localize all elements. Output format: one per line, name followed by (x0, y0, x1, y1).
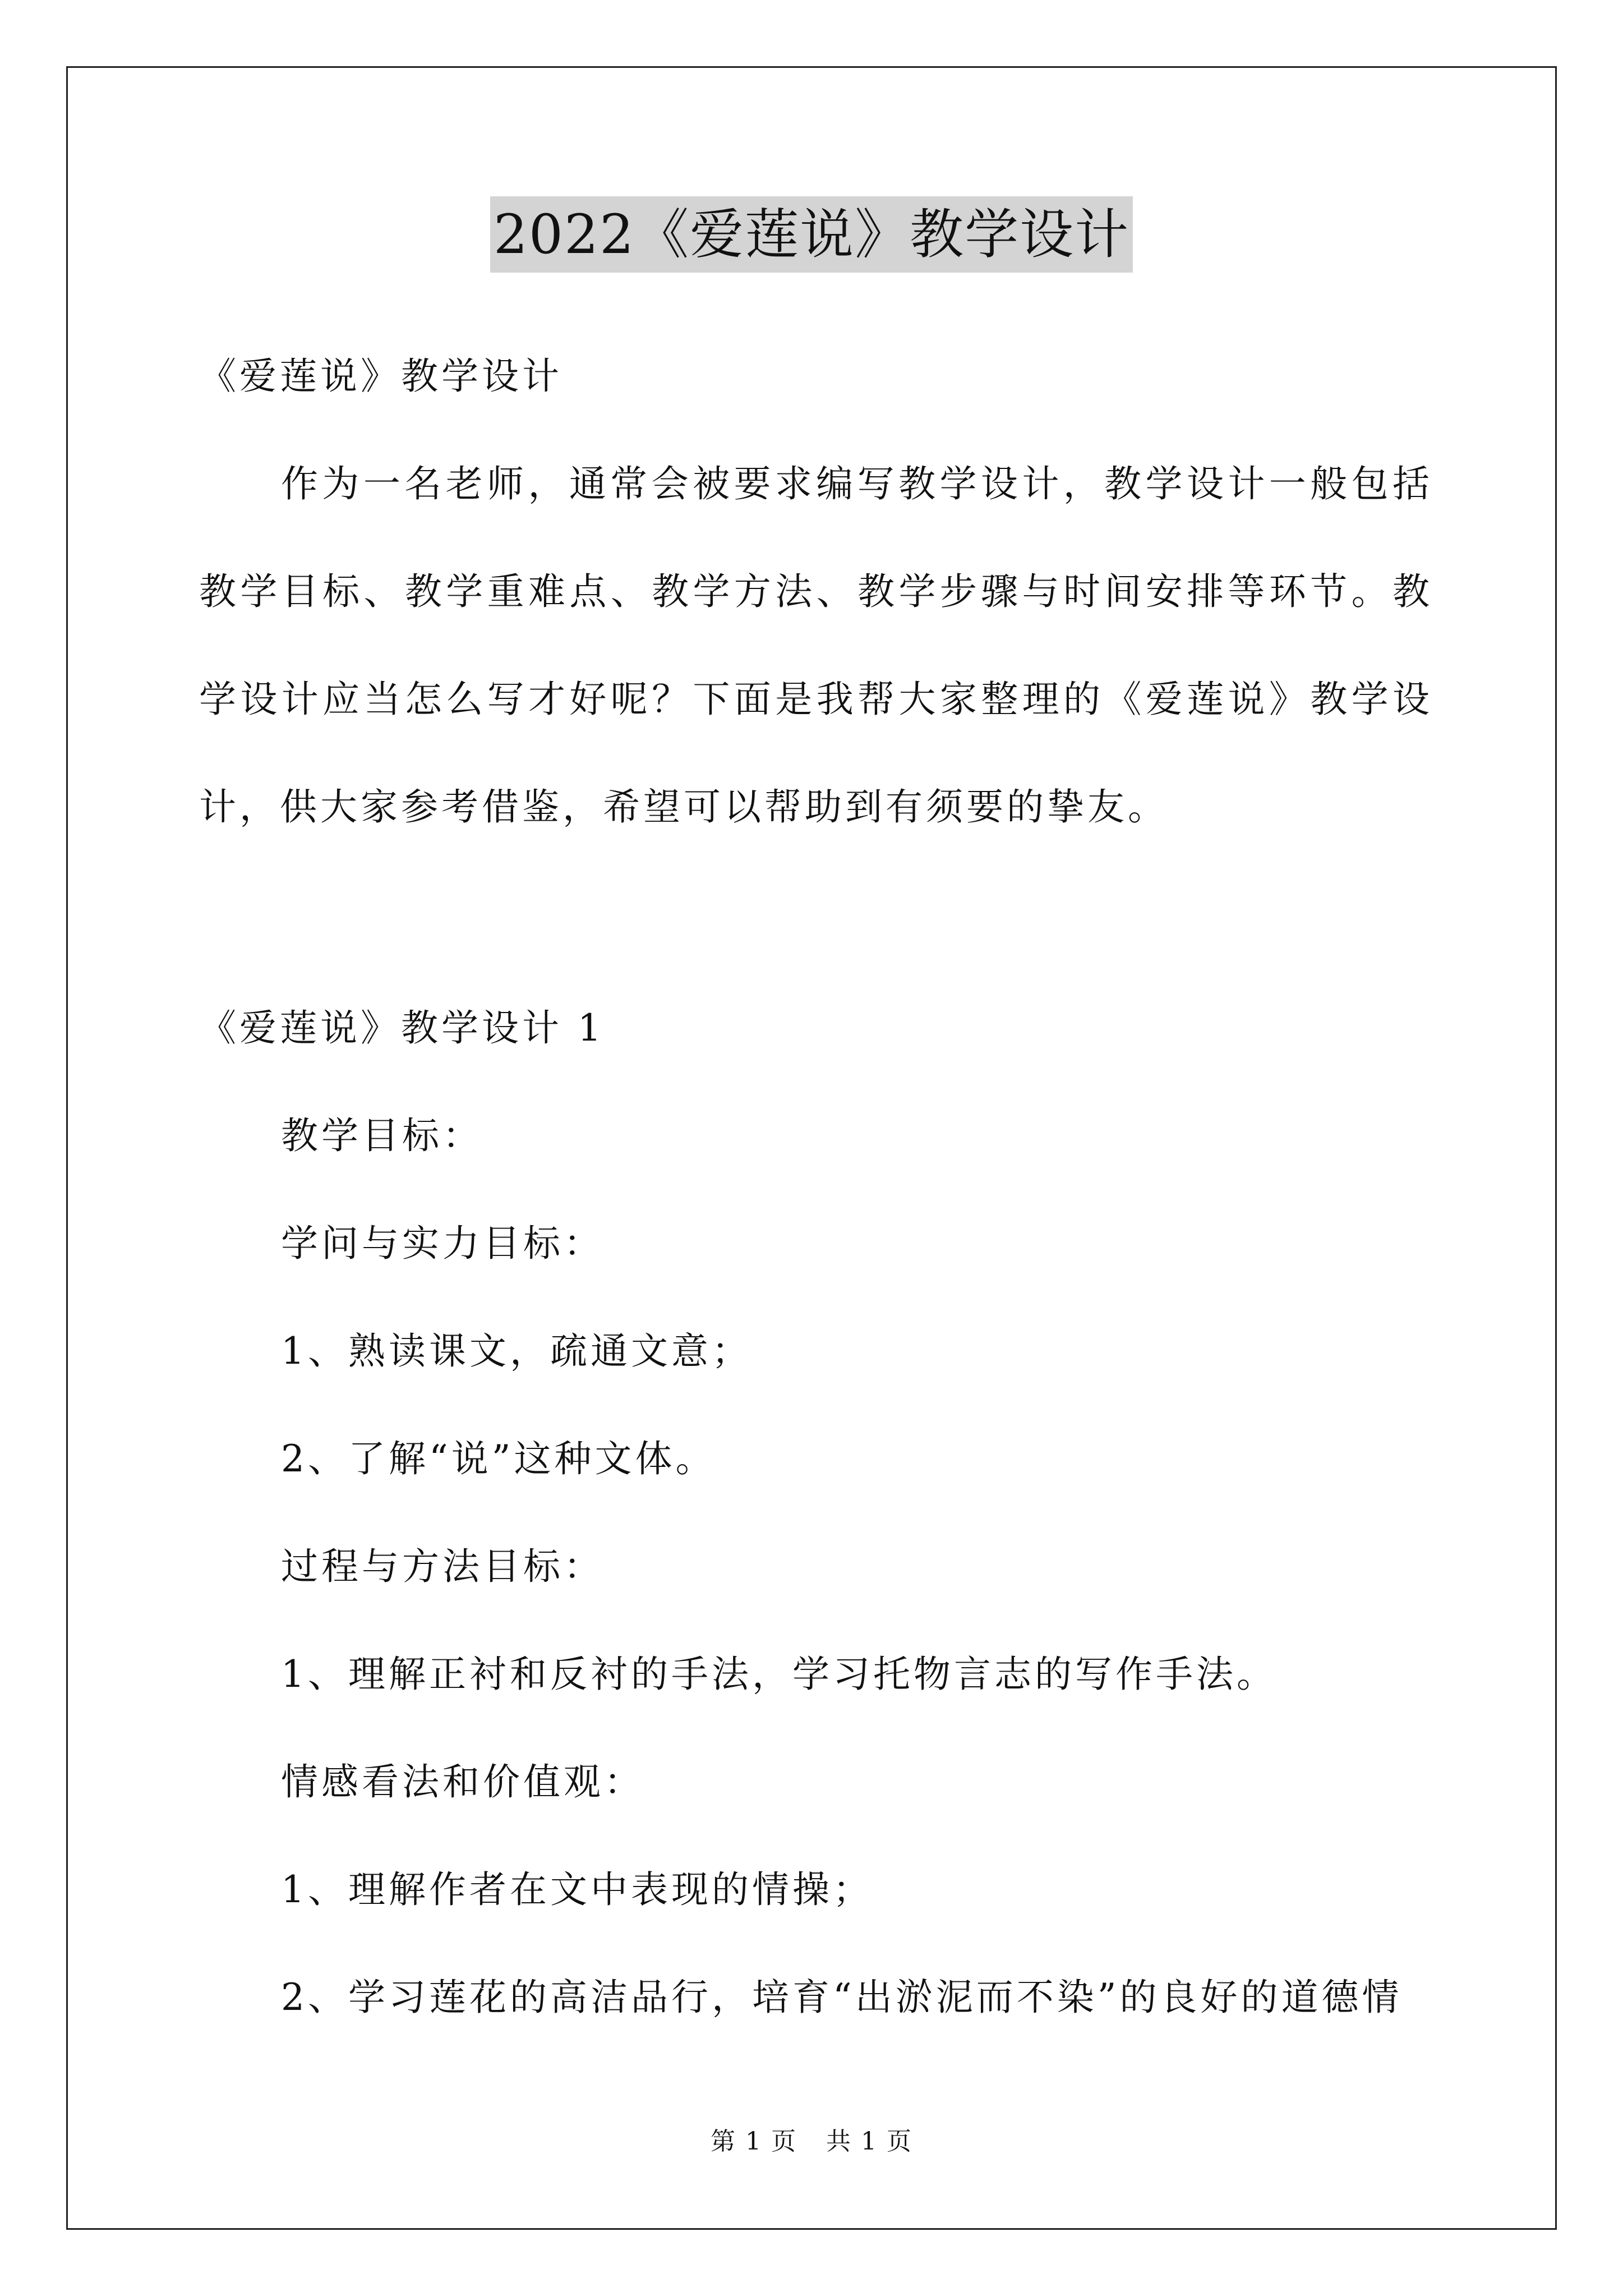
knowledge-goal-1: 1、熟读课文，疏通文意； (281, 1329, 752, 1373)
values-goal-1: 1、理解作者在文中表现的情操； (281, 1868, 873, 1911)
values-heading: 情感看法和价值观： (281, 1760, 644, 1803)
title-wrapper (0, 196, 1623, 273)
section-heading: 《爱莲说》教学设计 1 (199, 1006, 605, 1050)
intro-line-3: 学设计应当怎么写才好呢？下面是我帮大家整理的《爱莲说》教学设 (199, 678, 1433, 721)
intro-line-2: 教学目标、教学重难点、教学方法、教学步骤与时间安排等环节。教 (199, 570, 1433, 613)
page-number-total: 共 1 页 (826, 2127, 912, 2156)
process-goals-heading: 过程与方法目标： (281, 1545, 604, 1588)
intro-line-4: 计，供大家参考借鉴，希望可以帮助到有须要的挚友。 (199, 785, 1168, 829)
knowledge-goals-heading: 学问与实力目标： (281, 1222, 604, 1265)
values-goal-2: 2、学习莲花的高洁品行，培育“出淤泥而不染”的良好的道德情 (281, 1976, 1403, 2019)
knowledge-goal-2: 2、了解“说”这种文体。 (281, 1437, 716, 1480)
process-goal-1: 1、理解正衬和反衬的手法，学习托物言志的写作手法。 (281, 1653, 1277, 1696)
document-body (199, 348, 1433, 2077)
document-title: 2022《爱莲说》教学设计 (490, 196, 1133, 273)
page-footer (0, 2125, 1623, 2159)
document-subtitle: 《爱莲说》教学设计 (199, 355, 562, 398)
intro-line-1: 作为一名老师，通常会被要求编写教学设计，教学设计一般包括 (281, 462, 1433, 505)
objectives-heading: 教学目标： (281, 1114, 483, 1157)
page-number-current: 第 1 页 (711, 2127, 797, 2156)
